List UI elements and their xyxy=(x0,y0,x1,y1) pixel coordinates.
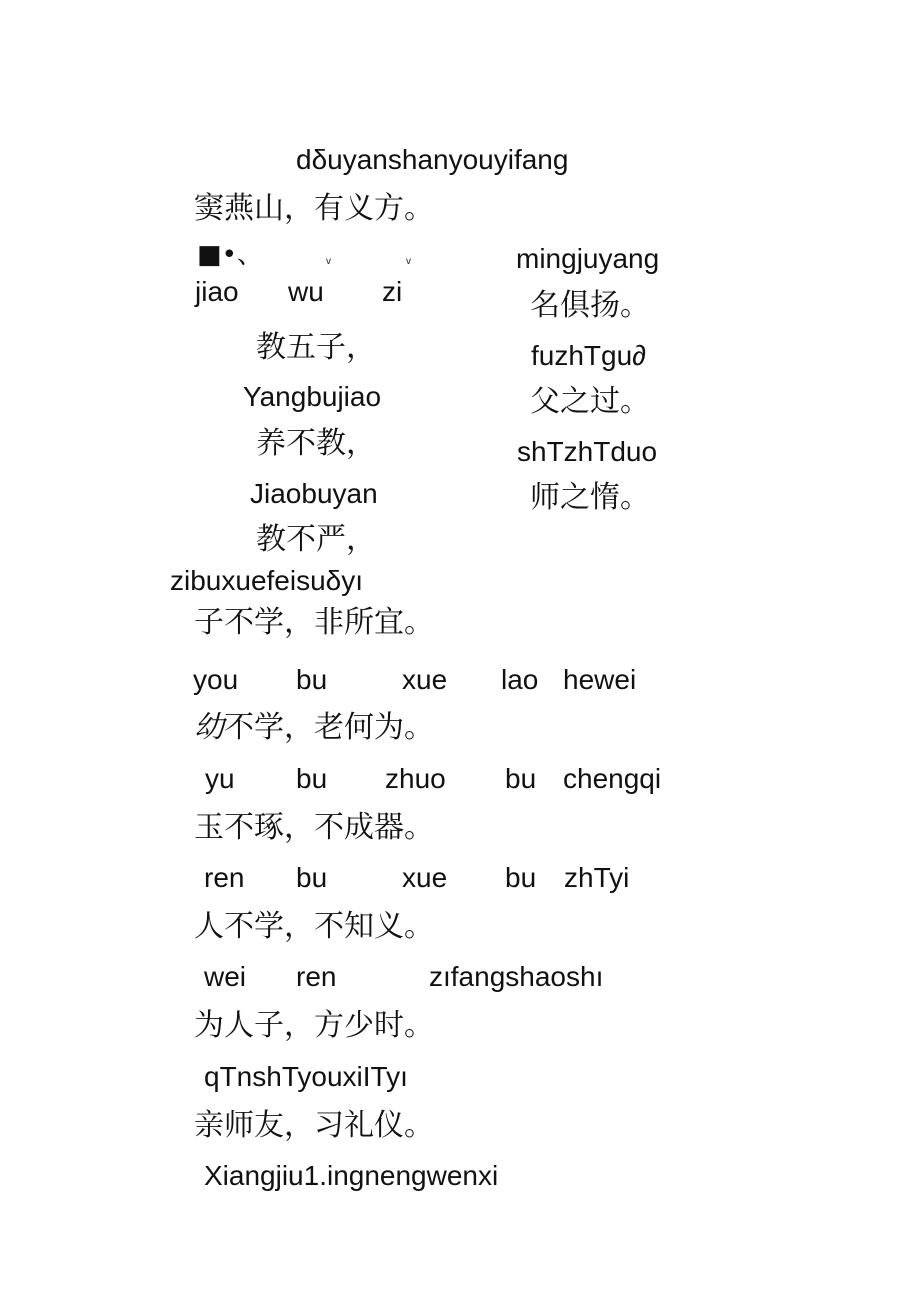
line-2-pinyin-hewei: hewei xyxy=(563,664,637,695)
line-4-pinyin-zhiyi: zhTyi xyxy=(564,862,630,893)
left-pinyin-3: Jiaobuyan xyxy=(250,478,378,509)
right-pinyin-3: shTzhTduo xyxy=(517,436,658,467)
line-4-pinyin-bu2: bu xyxy=(505,862,537,893)
line-6-hanzi: 亲师友，习礼仪。 xyxy=(194,1108,434,1143)
verse-1-hanzi: 窦燕山，有义方。 xyxy=(194,191,434,226)
line-2-pinyin-xue: xue xyxy=(402,664,448,695)
stray-symbols: ■•、 xyxy=(197,240,263,270)
line-5-hanzi: 为人子，方少时。 xyxy=(194,1008,434,1043)
left-hanzi-2: 养不教， xyxy=(256,426,376,461)
left-hanzi-1: 教五子， xyxy=(256,330,376,365)
left-hanzi-3: 教不严， xyxy=(256,522,376,557)
right-pinyin-1: mingjuyang xyxy=(516,243,660,274)
left-pinyin-wu: wu xyxy=(288,276,324,307)
line-3-hanzi: 玉不琢，不成器。 xyxy=(194,810,434,845)
line-6-pinyin: qTnshTyouxiITyı xyxy=(204,1061,408,1092)
line-3-pinyin-bu: bu xyxy=(296,763,328,794)
right-hanzi-2: 父之过。 xyxy=(530,384,650,419)
line-3-pinyin-zhuo: zhuo xyxy=(385,763,446,794)
left-pinyin-jiao: jiao xyxy=(195,276,239,307)
line-2-hanzi xyxy=(194,710,434,746)
line-2-pinyin-bu: bu xyxy=(296,664,328,695)
right-hanzi-1: 名俱扬。 xyxy=(530,288,650,323)
line-2-pinyin-lao: lao xyxy=(501,664,539,695)
line-4-pinyin-bu: bu xyxy=(296,862,328,893)
line-5-pinyin-wei: wei xyxy=(204,961,247,992)
line-3-pinyin-yu: yu xyxy=(205,763,235,794)
verse-1-pinyin: dδuyanshanyouyifang xyxy=(296,144,569,175)
left-pinyin-zi: zi xyxy=(382,276,403,307)
line-5-pinyin-rest: zıfangshaoshı xyxy=(429,961,604,992)
line-1-pinyin: zibuxuefeisuδyı xyxy=(170,565,364,596)
right-hanzi-3: 师之惰。 xyxy=(530,480,650,515)
line-5-pinyin-ren: ren xyxy=(296,961,337,992)
line-2-pinyin-you: you xyxy=(193,664,239,695)
line-4-pinyin-ren: ren xyxy=(204,862,245,893)
line-4-pinyin-xue: xue xyxy=(402,862,448,893)
line-2-hanzi-rest: 不学，老何为。 xyxy=(224,710,434,745)
line-7-pinyin: Xiangjiu1.ingnengwenxi xyxy=(204,1160,499,1191)
line-3-pinyin-chengqi: chengqi xyxy=(563,763,662,794)
stray-mark-a: v xyxy=(326,256,331,267)
line-4-hanzi: 人不学，不知义。 xyxy=(194,909,434,944)
left-pinyin-2: Yangbujiao xyxy=(243,381,382,412)
right-pinyin-2: fuzhTgu∂ xyxy=(531,340,647,371)
stray-mark-b: v xyxy=(406,256,411,267)
line-2-hanzi-first: 幼 xyxy=(194,710,224,745)
line-3-pinyin-bu2: bu xyxy=(505,763,537,794)
line-1-hanzi: 子不学，非所宜。 xyxy=(194,605,434,640)
